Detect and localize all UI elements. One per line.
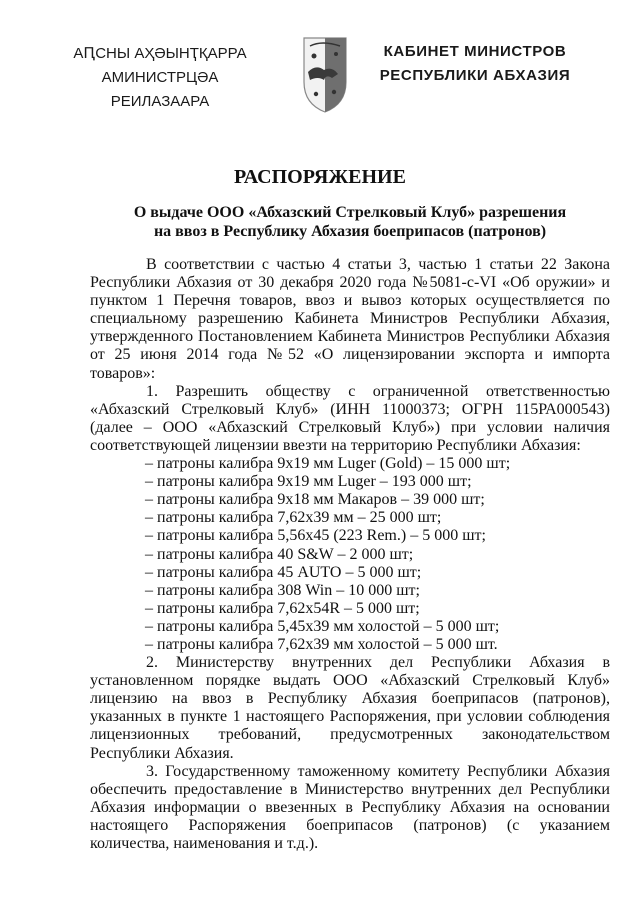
paragraph-line: 3. Государственному таможенному комитету Республики Абхазия [146,762,610,780]
header-cabinet-name [370,40,580,88]
paragraph-line: установленном порядке выдать ООО «Абхазский Стрелковый Клуб» [90,672,610,690]
paragraph-line: 1. Разрешить обществу с ограниченной ответственностью [146,382,610,400]
paragraph-line: товаров»: [90,364,156,382]
header-right-line-2: РЕСПУБЛИКИ АБХАЗИЯ [379,67,571,84]
paragraph-line: пунктом 1 Перечня товаров, ввоз и вывоз которых осуществляется по [90,292,610,310]
paragraph-line: настоящего Распоряжения боеприпасов (патронов) (с указанием [90,816,610,834]
list-item: – патроны калибра 7,62x39 мм холостой – 5 000 шт. [145,635,498,653]
list-item: – патроны калибра 308 Win – 10 000 шт; [145,581,420,599]
document-body [90,256,610,853]
list-item: – патроны калибра 40 S&W – 2 000 шт; [145,545,414,563]
list-item: – патроны калибра 7,62x39 мм – 25 000 шт; [145,509,442,527]
header-right-line-1: КАБИНЕТ МИНИСТРОВ [383,43,567,60]
paragraph-line: Республики Абхазия. [90,744,234,762]
paragraph [90,256,610,383]
paragraph-line: В соответствии с частью 4 статьи 3, частью 1 статьи 22 Закона [146,256,610,273]
paragraph-line: указанных в пункте 1 настоящего Распоряжения, при условии соблюдения [90,708,610,726]
list-item: – патроны калибра 9x18 мм Макаров – 39 000 шт; [145,491,485,509]
paragraph-line: 2. Министерству внутренних дел Республики Абхазия в [146,654,610,672]
paragraph-line: количества, наименования и т.д.). [90,835,319,852]
header-left-line-1: АԤСНЫ АҲӘЫНҬҚАРРА [73,45,247,62]
header-left-line-2: АМИНИСТРЦӘА РЕИЛАЗААРА [101,69,219,110]
paragraph-line: (далее – ООО «Абхазский Стрелковый Клуб») при условии наличия [90,418,610,436]
subtitle-line-2: на ввоз в Республику Абхазия боеприпасов (патронов) [153,223,547,240]
paragraph-line: лицензионных требований, предусмотренных законодательством [90,726,610,744]
list-item: – патроны калибра 5,45x39 мм холостой – 5 000 шт; [145,617,500,635]
paragraph [90,383,610,455]
paragraph-line: от 25 июня 2014 года №52 «О лицензировании экспорта и импорта [90,346,610,364]
paragraph [90,654,610,763]
document-subtitle [90,203,610,241]
ammunition-list [90,455,610,654]
list-item: – патроны калибра 7,62x54R – 5 000 шт; [145,599,420,617]
list-item: – патроны калибра 9x19 мм Luger (Gold) – 15 000 шт; [145,455,511,473]
paragraph-line: «Абхазский Стрелковый Клуб» (ИНН 11000373; ОГРН 115РА000543) [90,400,610,418]
header-abkhaz-name [60,42,260,114]
list-item: – патроны калибра 45 AUTO – 5 000 шт; [145,563,422,581]
list-item: – патроны калибра 5,56x45 (223 Rem.) – 5 000 шт; [145,527,486,545]
paragraph-line: обеспечить предоставление в Министерство внутренних дел Республики [90,780,610,798]
paragraph [90,763,610,853]
list-item: – патроны калибра 9x19 мм Luger – 193 000 шт; [145,473,472,491]
coat-of-arms-icon [302,36,348,114]
paragraph-line: утвержденного Постановлением Кабинета Министров Республики Абхазия [90,328,610,346]
paragraph-line: специальному разрешению Кабинета Министров Республики Абхазия, [90,310,610,328]
paragraph-line: Абхазия информации о ввезенных в Республику Абхазия на основании [90,798,610,816]
subtitle-line-1: О выдаче ООО «Абхазский Стрелковый Клуб» разрешения [133,204,567,221]
paragraph-line: лицензию на ввоз в Республику Абхазия боеприпасов (патронов), [90,690,610,708]
paragraph-line: соответствующей лицензии ввезти на территорию Республики Абхазия: [90,436,581,454]
paragraph-line: Республики Абхазия от 30 декабря 2020 года №5081-с-VI «Об оружии» и [90,274,610,292]
document-title: РАСПОРЯЖЕНИЕ [234,166,406,188]
